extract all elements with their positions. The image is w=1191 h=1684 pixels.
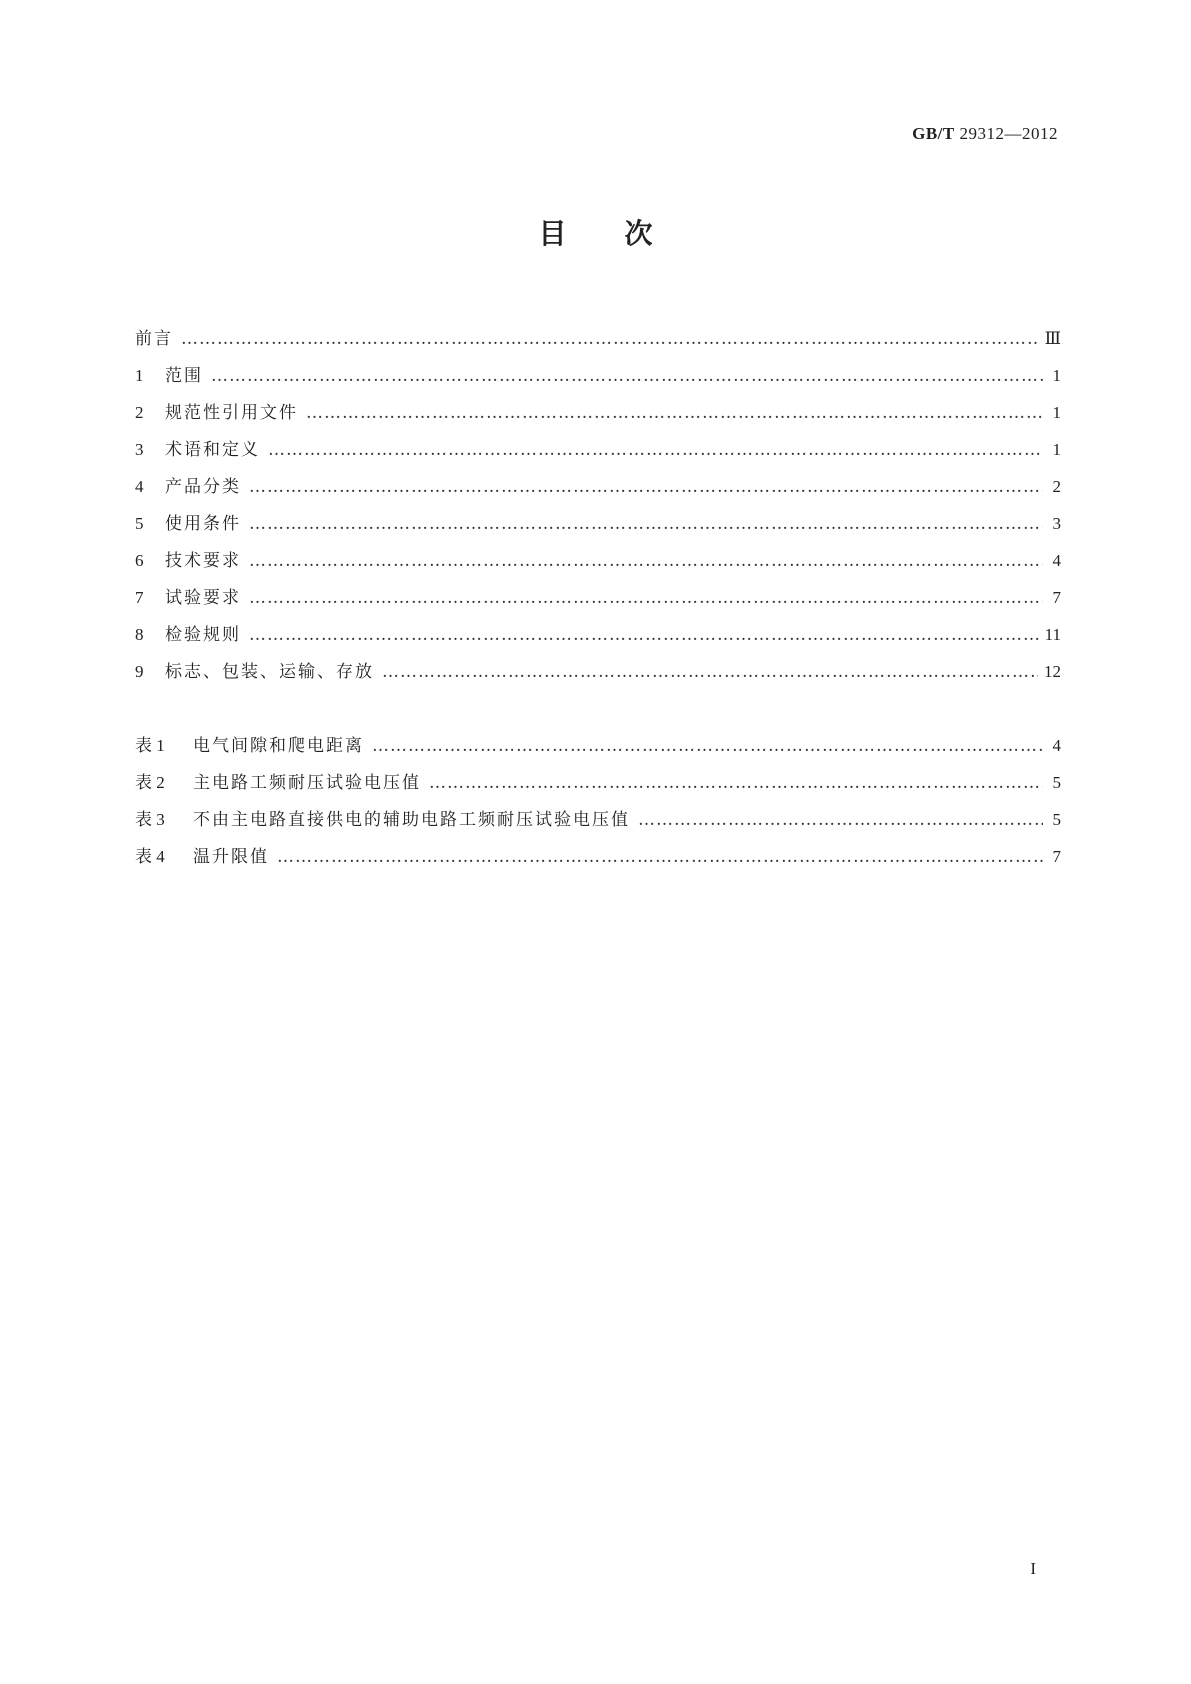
page-number: I bbox=[1030, 1559, 1036, 1578]
toc-leader-dots bbox=[638, 810, 1043, 830]
toc-entry-5[interactable] bbox=[135, 509, 1061, 546]
toc-leader-dots bbox=[249, 625, 1039, 645]
toc-entry-8[interactable] bbox=[135, 620, 1061, 657]
toc-table-number: 表 1 bbox=[135, 736, 165, 755]
toc-entry-number: 4 bbox=[135, 477, 144, 496]
toc-table-page: 5 bbox=[1052, 773, 1061, 792]
toc-entry-page: 3 bbox=[1052, 514, 1061, 533]
toc-entry-7[interactable] bbox=[135, 583, 1061, 620]
toc-leader-dots bbox=[249, 514, 1043, 534]
toc-table-2[interactable] bbox=[135, 768, 1061, 805]
toc-entry-number: 1 bbox=[135, 366, 144, 385]
toc-entry-label: 术语和定义 bbox=[165, 440, 260, 460]
toc-entry-label: 产品分类 bbox=[165, 477, 241, 497]
toc-entry-number: 2 bbox=[135, 403, 144, 422]
toc-entry-page: 1 bbox=[1052, 440, 1061, 459]
toc-entry-2[interactable] bbox=[135, 398, 1061, 435]
toc-entry-number: 3 bbox=[135, 440, 144, 459]
toc-leader-dots bbox=[277, 847, 1043, 867]
toc-table-label: 温升限值 bbox=[193, 847, 269, 867]
toc-entry-page: 12 bbox=[1044, 662, 1061, 681]
toc-table-1[interactable] bbox=[135, 731, 1061, 768]
toc-leader-dots bbox=[306, 403, 1043, 423]
toc-leader-dots bbox=[211, 366, 1043, 386]
toc-entry-label: 检验规则 bbox=[165, 625, 241, 645]
toc-entry-number: 7 bbox=[135, 588, 144, 607]
toc-leader-dots bbox=[249, 477, 1043, 497]
toc-entry-3[interactable] bbox=[135, 435, 1061, 472]
toc-entry-1[interactable] bbox=[135, 361, 1061, 398]
toc-entry-label: 标志、包装、运输、存放 bbox=[165, 662, 374, 682]
toc-tables-list bbox=[135, 731, 1061, 879]
toc-entry-label: 试验要求 bbox=[165, 588, 241, 608]
toc-entry-number: 8 bbox=[135, 625, 144, 644]
toc-entry-number: 5 bbox=[135, 514, 144, 533]
toc-entry-page: Ⅲ bbox=[1044, 329, 1061, 348]
toc-entry-label: 前言 bbox=[135, 329, 173, 349]
toc-table-page: 7 bbox=[1052, 847, 1061, 866]
toc-leader-dots bbox=[181, 329, 1039, 349]
toc-table-number: 表 3 bbox=[135, 810, 165, 829]
toc-list bbox=[135, 324, 1061, 694]
toc-entry-preface[interactable] bbox=[135, 324, 1061, 361]
toc-table-label: 不由主电路直接供电的辅助电路工频耐压试验电压值 bbox=[193, 810, 630, 830]
toc-table-4[interactable] bbox=[135, 842, 1061, 879]
toc-leader-dots bbox=[372, 736, 1043, 756]
toc-entry-page: 11 bbox=[1044, 625, 1061, 644]
toc-entry-6[interactable] bbox=[135, 546, 1061, 583]
toc-table-page: 5 bbox=[1052, 810, 1061, 829]
toc-entry-page: 7 bbox=[1052, 588, 1061, 607]
toc-entry-label: 规范性引用文件 bbox=[165, 403, 298, 423]
standard-number: 29312—2012 bbox=[959, 124, 1058, 143]
standard-code bbox=[912, 124, 1058, 144]
toc-table-3[interactable] bbox=[135, 805, 1061, 842]
toc-table-page: 4 bbox=[1052, 736, 1061, 755]
toc-table-number: 表 4 bbox=[135, 847, 165, 866]
toc-entry-9[interactable] bbox=[135, 657, 1061, 694]
toc-entry-label: 范围 bbox=[165, 366, 203, 386]
toc-entry-label: 使用条件 bbox=[165, 514, 241, 534]
toc-entry-number: 9 bbox=[135, 662, 144, 681]
standard-prefix: GB/T bbox=[912, 124, 955, 143]
toc-table-label: 主电路工频耐压试验电压值 bbox=[193, 773, 421, 793]
toc-leader-dots bbox=[249, 588, 1043, 608]
toc-leader-dots bbox=[268, 440, 1043, 460]
toc-entry-page: 4 bbox=[1052, 551, 1061, 570]
toc-entry-page: 1 bbox=[1052, 403, 1061, 422]
toc-leader-dots bbox=[429, 773, 1043, 793]
toc-entry-page: 2 bbox=[1052, 477, 1061, 496]
toc-table-number: 表 2 bbox=[135, 773, 165, 792]
toc-entry-label: 技术要求 bbox=[165, 551, 241, 571]
toc-entry-page: 1 bbox=[1052, 366, 1061, 385]
page-title: 目次 bbox=[538, 217, 711, 250]
toc-entry-4[interactable] bbox=[135, 472, 1061, 509]
toc-leader-dots bbox=[382, 662, 1038, 682]
toc-entry-number: 6 bbox=[135, 551, 144, 570]
toc-leader-dots bbox=[249, 551, 1043, 571]
toc-table-label: 电气间隙和爬电距离 bbox=[193, 736, 364, 756]
